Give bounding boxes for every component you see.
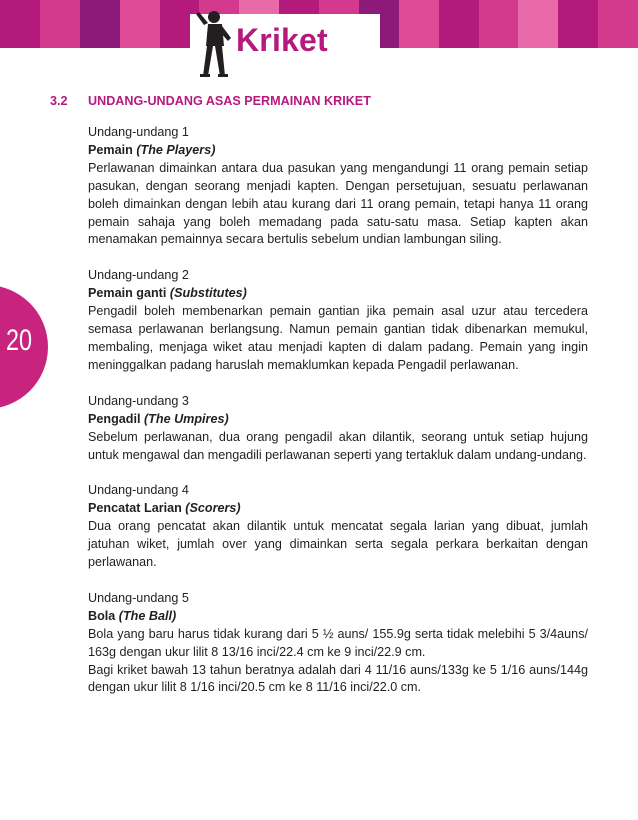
section-title: UNDANG-UNDANG ASAS PERMAINAN KRIKET — [88, 94, 371, 108]
header-stripe — [40, 0, 80, 48]
law-title: Pengadil — [88, 411, 141, 426]
law-2 — [88, 267, 588, 374]
header-stripe — [399, 0, 439, 48]
law-paragraph: Dua orang pencatat akan dilantik untuk mencatat segala larian yang dibuat, jumlah jatuhan wiket, jumlah over yang dimainkan serta segala perkara berkaitan dengan perlawanan. — [88, 519, 588, 570]
header-stripe — [558, 0, 598, 48]
law-heading — [88, 142, 588, 160]
law-number: Undang-undang 2 — [88, 268, 189, 283]
law-4 — [88, 482, 588, 572]
page-title: Kriket — [236, 22, 328, 58]
law-title: Pemain ganti — [88, 286, 167, 301]
law-subtitle: (The Umpires) — [143, 411, 229, 426]
law-5 — [88, 590, 588, 697]
law-1 — [88, 124, 588, 249]
law-title: Bola — [88, 608, 116, 623]
header-stripe — [0, 0, 40, 48]
law-3 — [88, 393, 588, 465]
header-stripe — [479, 0, 519, 48]
law-paragraph: Perlawanan dimainkan antara dua pasukan yang mengandungi 11 orang pemain setiap pasukan, dengan seorang menjadi kapten. Dengan persetujuan, sesuatu perlawanan boleh dimainkan dengan lebih atau kurang dari 11 orang pemain, tetapi hanya 11 orang pemain sahaja yang boleh memadang pada satu-satu masa. Setiap kapten akan menamakan pemainnya secara bertulis sebelum undian lambungan siling. — [88, 160, 588, 247]
cricket-player-icon — [192, 8, 236, 78]
header-stripe — [518, 0, 558, 48]
page-number: 20 — [6, 324, 33, 357]
law-subtitle: (The Ball) — [118, 608, 177, 623]
section-number: 3.2 — [50, 94, 68, 108]
law-heading — [88, 500, 588, 518]
law-number: Undang-undang 4 — [88, 483, 189, 498]
law-number: Undang-undang 1 — [88, 125, 189, 139]
law-number: Undang-undang 5 — [88, 590, 189, 605]
law-title: Pemain — [88, 142, 133, 157]
law-subtitle: (Scorers) — [185, 501, 241, 516]
law-paragraph: Sebelum perlawanan, dua orang pengadil akan dilantik, seorang untuk setiap hujung untuk mengawal dan mengadili perlawanan seperti yang tertakluk dalam undang-undang. — [88, 429, 588, 462]
header-stripe — [598, 0, 638, 48]
law-paragraph: Bagi kriket bawah 13 tahun beratnya adalah dari 4 11/16 auns/133g ke 5 1/16 auns/144g dengan ukur lilit 8 1/16 inci/20.5 cm ke 8 11/16 inci/22.0 cm. — [88, 662, 588, 695]
law-paragraph: Bola yang baru harus tidak kurang dari 5 ½ auns/ 155.9g serta tidak melebihi 5 3/4auns/ 163g dengan ukur lilit 8 13/16 inci/22.4 cm ke 9 inci/22.9 cm. — [88, 626, 588, 659]
header-stripe — [80, 0, 120, 48]
section-heading — [50, 94, 371, 108]
header-stripe — [120, 0, 160, 48]
laws-content — [88, 124, 588, 715]
law-heading — [88, 608, 588, 626]
law-subtitle: (The Players) — [136, 142, 216, 157]
law-heading — [88, 411, 588, 429]
law-number: Undang-undang 3 — [88, 393, 189, 408]
header-stripe — [439, 0, 479, 48]
law-heading — [88, 285, 588, 303]
law-subtitle: (Substitutes) — [169, 286, 247, 301]
law-title: Pencatat Larian — [88, 501, 182, 516]
law-paragraph: Pengadil boleh membenarkan pemain gantian jika pemain asal uzur atau tercedera semasa perlawanan berlangsung. Namun pemain gantian tidak dibenarkan memukul, membaling, menjaga wiket atau menjadi kapten di dalam padang. Pemain yang ingin meninggalkan padang haruslah memaklumkan kepada Pengadil perlawanan. — [88, 304, 588, 372]
